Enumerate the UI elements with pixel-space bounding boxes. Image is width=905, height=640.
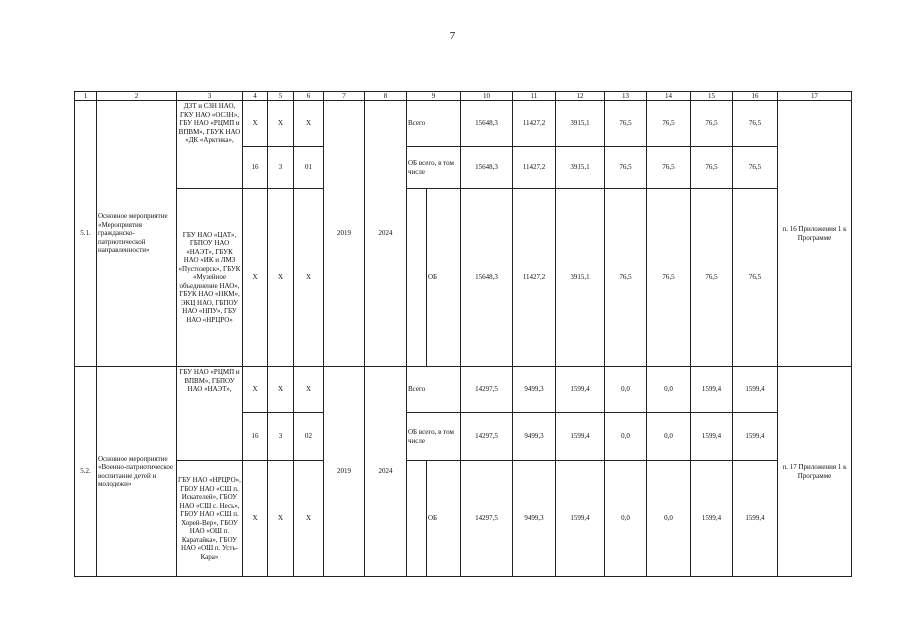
header-cell: 11 xyxy=(513,92,556,101)
cell-c4: Х xyxy=(243,189,268,367)
cell-v12: 3915,1 xyxy=(556,189,605,367)
cell-v13: 0,0 xyxy=(605,461,647,577)
cell-v10: 14297,5 xyxy=(461,461,513,577)
cell-c6: Х xyxy=(294,461,324,577)
activity-name: Основное мероприятие «Мероприятия гражданско-патриотической направленности» xyxy=(97,101,177,367)
activity-name: Основное мероприятие «Военно-патриотическое воспитание детей и молодежи» xyxy=(97,367,177,577)
header-cell: 3 xyxy=(177,92,243,101)
executors-top: ДЗТ и СЗН НАО, ГКУ НАО «ОСЗН», ГБУ НАО «РЦМП и ВПВМ», ГБУК НАО «ДК «Арктика», xyxy=(177,101,243,189)
cell-v11: 11427,2 xyxy=(513,189,556,367)
header-cell: 9 xyxy=(407,92,461,101)
header-cell: 12 xyxy=(556,92,605,101)
executors-bottom: ГБУ НАО «ЦАТ», ГБПОУ НАО «НАЭТ», ГБУК НАО «ИК и ЛМЗ «Пустозерск», ГБУК «Музейное объединение НАО», ГБУК НАО «НКМ», ЭКЦ НАО, ГБПОУ НАО «НПУ», ГБУ НАО «НРЦРО» xyxy=(177,189,243,367)
header-cell: 10 xyxy=(461,92,513,101)
cell-v16: 1599,4 xyxy=(733,367,778,413)
cell-v10: 14297,5 xyxy=(461,367,513,413)
table-row xyxy=(75,189,852,367)
cell-c6: Х xyxy=(294,367,324,413)
cell-v11: 11427,2 xyxy=(513,101,556,147)
header-cell: 2 xyxy=(97,92,177,101)
cell-c5: Х xyxy=(268,101,294,147)
cell-v11: 9499,3 xyxy=(513,367,556,413)
cell-c6: 02 xyxy=(294,413,324,461)
start-year: 2019 xyxy=(324,367,365,577)
cell-v14: 76,5 xyxy=(647,189,691,367)
page-number: 7 xyxy=(449,30,456,42)
funding-indent xyxy=(407,189,427,367)
header-cell: 15 xyxy=(691,92,733,101)
cell-v16: 76,5 xyxy=(733,189,778,367)
cell-v15: 76,5 xyxy=(691,189,733,367)
end-year: 2024 xyxy=(365,367,407,577)
cell-c4: 16 xyxy=(243,147,268,189)
header-cell: 6 xyxy=(294,92,324,101)
cell-v16: 76,5 xyxy=(733,101,778,147)
executors-bottom: ГБУ НАО «НРЦРО», ГБОУ НАО «СШ п. Искателей», ГБОУ НАО «СШ с. Несь», ГБОУ НАО «СШ п. Хорей-Вер», ГБОУ НАО «ОШ п. Каратайка», ГБОУ НАО «ОШ п. Усть-Кара» xyxy=(177,461,243,577)
executors-top: ГБУ НАО «РЦМП и ВПВМ», ГБПОУ НАО «НАЭТ», xyxy=(177,367,243,461)
funding-indent xyxy=(407,461,427,577)
funding-source: ОБ xyxy=(427,189,461,367)
header-cell: 13 xyxy=(605,92,647,101)
cell-v13: 0,0 xyxy=(605,367,647,413)
row-number: 5.1. xyxy=(75,101,97,367)
header-cell: 14 xyxy=(647,92,691,101)
header-cell: 17 xyxy=(778,92,852,101)
cell-c4: 16 xyxy=(243,413,268,461)
cell-v16: 1599,4 xyxy=(733,461,778,577)
cell-c5: Х xyxy=(268,461,294,577)
cell-c4: Х xyxy=(243,101,268,147)
cell-v15: 1599,4 xyxy=(691,367,733,413)
cell-v11: 11427,2 xyxy=(513,147,556,189)
cell-v15: 76,5 xyxy=(691,101,733,147)
cell-v11: 9499,3 xyxy=(513,461,556,577)
cell-v10: 15648,3 xyxy=(461,101,513,147)
header-cell: 16 xyxy=(733,92,778,101)
cell-c5: 3 xyxy=(268,413,294,461)
cell-v15: 1599,4 xyxy=(691,413,733,461)
cell-v14: 0,0 xyxy=(647,367,691,413)
cell-v13: 76,5 xyxy=(605,101,647,147)
cell-v16: 1599,4 xyxy=(733,413,778,461)
cell-c6: Х xyxy=(294,189,324,367)
cell-c6: 01 xyxy=(294,147,324,189)
cell-v15: 76,5 xyxy=(691,147,733,189)
cell-v12: 1599,4 xyxy=(556,461,605,577)
funding-source: Всего xyxy=(407,367,461,413)
cell-c6: Х xyxy=(294,101,324,147)
cell-v15: 1599,4 xyxy=(691,461,733,577)
cell-v14: 0,0 xyxy=(647,461,691,577)
funding-source: ОБ всего, в том числе xyxy=(407,413,461,461)
header-cell: 8 xyxy=(365,92,407,101)
row-number: 5.2. xyxy=(75,367,97,577)
cell-v13: 76,5 xyxy=(605,189,647,367)
note-reference: п. 17 Приложения 1 к Программе xyxy=(778,367,852,577)
end-year: 2024 xyxy=(365,101,407,367)
table-row xyxy=(75,367,852,413)
funding-source: ОБ всего, в том числе xyxy=(407,147,461,189)
cell-c5: Х xyxy=(268,189,294,367)
table-row xyxy=(75,101,852,147)
cell-c4: Х xyxy=(243,367,268,413)
cell-v14: 76,5 xyxy=(647,101,691,147)
cell-v12: 3915,1 xyxy=(556,147,605,189)
cell-v14: 0,0 xyxy=(647,413,691,461)
cell-v13: 76,5 xyxy=(605,147,647,189)
header-row xyxy=(75,92,852,101)
cell-v10: 15648,3 xyxy=(461,147,513,189)
cell-v12: 3915,1 xyxy=(556,101,605,147)
funding-source: Всего xyxy=(407,101,461,147)
cell-v16: 76,5 xyxy=(733,147,778,189)
program-table xyxy=(74,91,852,577)
cell-c5: Х xyxy=(268,367,294,413)
table-row xyxy=(75,461,852,577)
cell-v13: 0,0 xyxy=(605,413,647,461)
funding-source: ОБ xyxy=(427,461,461,577)
cell-v14: 76,5 xyxy=(647,147,691,189)
cell-v10: 14297,5 xyxy=(461,413,513,461)
header-cell: 7 xyxy=(324,92,365,101)
start-year: 2019 xyxy=(324,101,365,367)
cell-c4: Х xyxy=(243,461,268,577)
cell-v12: 1599,4 xyxy=(556,367,605,413)
cell-v11: 9499,3 xyxy=(513,413,556,461)
cell-v10: 15648,3 xyxy=(461,189,513,367)
header-cell: 5 xyxy=(268,92,294,101)
cell-c5: 3 xyxy=(268,147,294,189)
note-reference: п. 16 Приложения 1 к Программе xyxy=(778,101,852,367)
cell-v12: 1599,4 xyxy=(556,413,605,461)
header-cell: 4 xyxy=(243,92,268,101)
header-cell: 1 xyxy=(75,92,97,101)
